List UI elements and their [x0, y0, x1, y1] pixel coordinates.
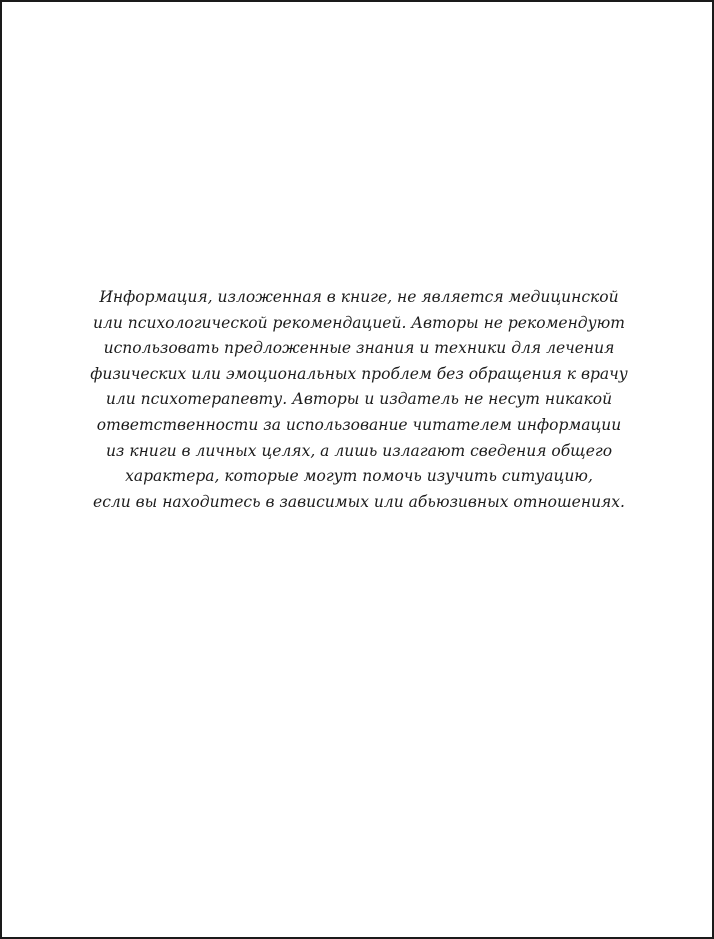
disclaimer-line-8: характера, которые могут помочь изучить ситуацию, — [125, 467, 593, 486]
disclaimer-paragraph — [2, 285, 714, 515]
disclaimer-line-1: Информация, изложенная в книге, не является медицинской — [99, 288, 619, 306]
disclaimer-line-4: физических или эмоциональных проблем без обращения к врачу — [90, 364, 628, 383]
disclaimer-line-9: если вы находитесь в зависимых или абьюзивных отношениях. — [93, 492, 625, 511]
disclaimer-line-2: или психологической рекомендацией. Авторы не рекомендуют — [93, 313, 625, 332]
disclaimer-line-6: ответственности за использование читателем информации — [96, 415, 622, 434]
disclaimer-line-3: использовать предложенные знания и техники для лечения — [103, 339, 615, 358]
disclaimer-line-7: из книги в личных целях, а лишь излагают сведения общего — [105, 441, 613, 460]
disclaimer-line-5: или психотерапевту. Авторы и издатель не несут никакой — [105, 390, 613, 409]
